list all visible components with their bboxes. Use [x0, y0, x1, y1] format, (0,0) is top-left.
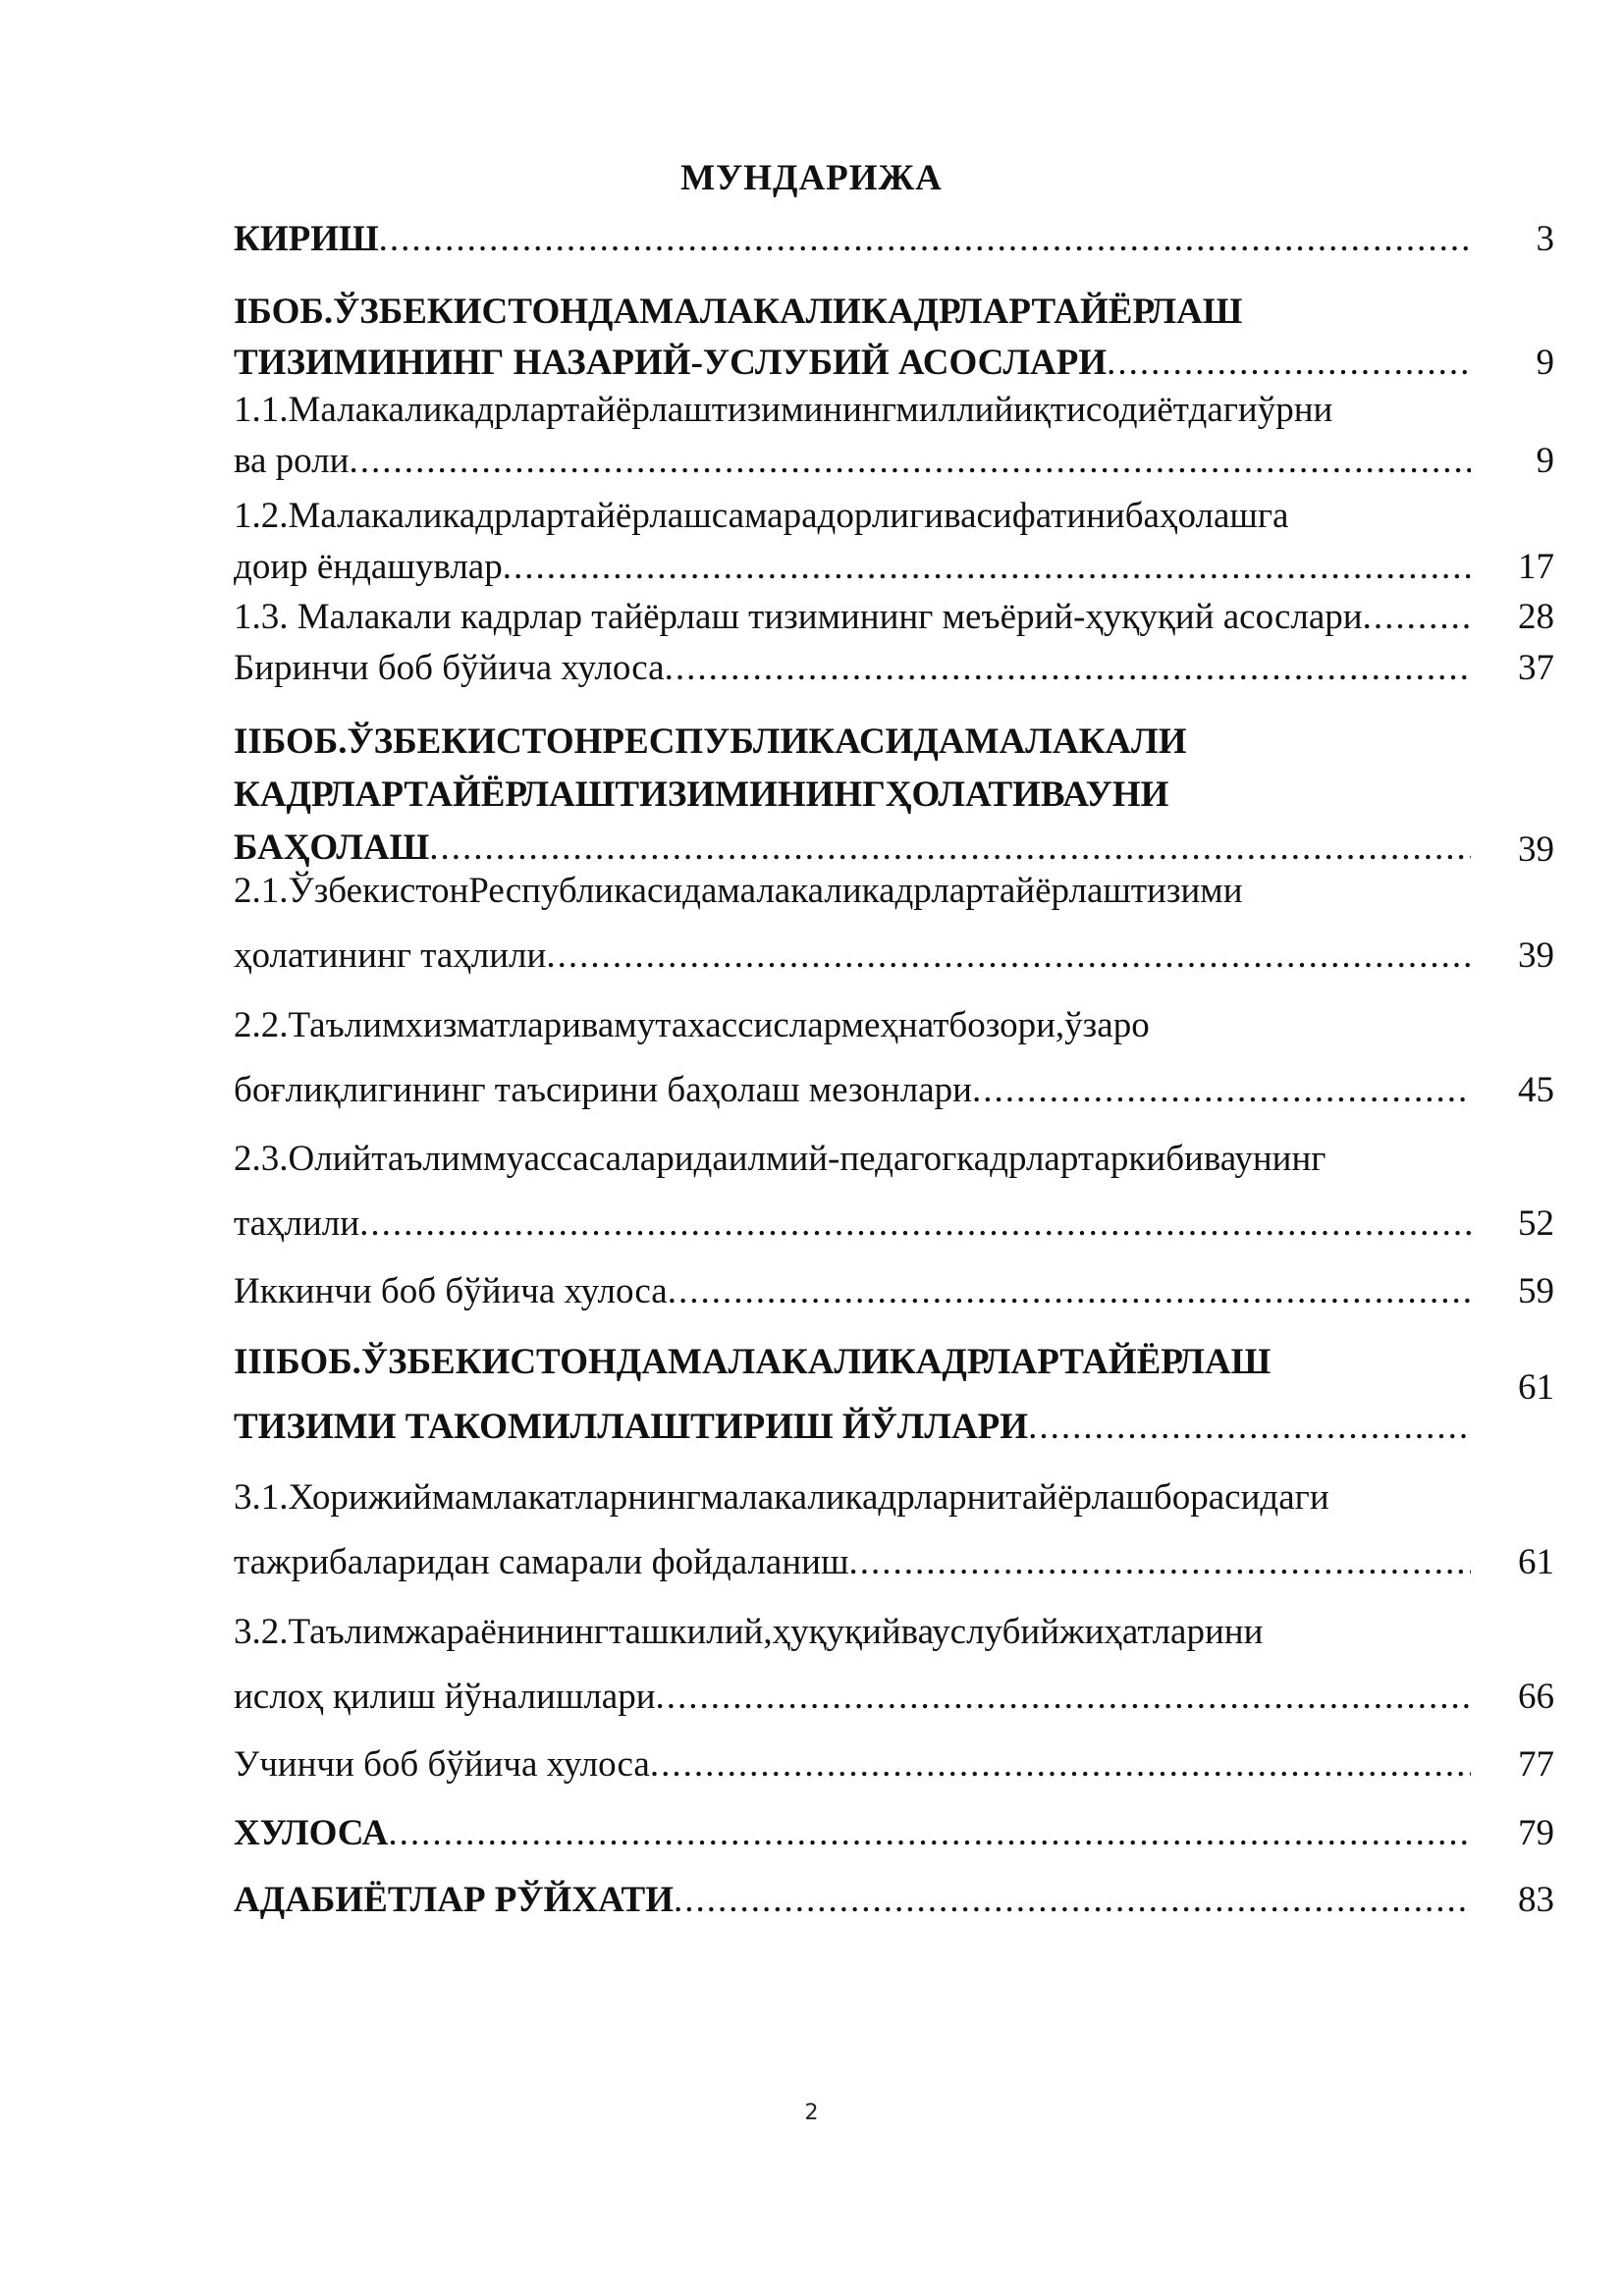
toc-word: КАДРЛАР: [861, 292, 1032, 332]
toc-leader-dots: [1028, 1402, 1471, 1453]
toc-word: III: [234, 1342, 277, 1382]
toc-word: Таълим: [288, 1005, 406, 1045]
toc-word: 2.1.: [234, 871, 289, 911]
toc-entry: [234, 1266, 1554, 1317]
toc-page-number: 3: [1536, 219, 1554, 259]
toc-entry-line: [234, 643, 1471, 694]
toc-word: илмий-педагог: [728, 1139, 957, 1179]
toc-entry-line: [234, 717, 1471, 770]
toc-leader-dots: [848, 1537, 1471, 1588]
toc-leader-dots: [650, 1739, 1471, 1790]
toc-entry-line: [234, 385, 1471, 436]
toc-word: ташкилий,: [608, 1612, 773, 1652]
toc-entry-line: [234, 1337, 1471, 1402]
toc-entry-line: [234, 1875, 1471, 1926]
toc-entry-text: [234, 1472, 1471, 1588]
toc-word: Малакали: [288, 390, 443, 430]
toc-page-number: 9: [1536, 441, 1554, 481]
toc-word: ЎЗБЕКИСТОН: [347, 721, 603, 762]
toc-word: Олий: [288, 1139, 372, 1179]
toc-word: кадрлар: [956, 1139, 1078, 1179]
toc-word: кадрлар: [861, 871, 984, 911]
toc-leader-dots: [359, 1199, 1471, 1250]
toc-entry-label: БАҲОЛАШ: [234, 828, 430, 868]
toc-entry-line: [234, 931, 1471, 982]
toc-entry-line: [234, 1199, 1471, 1250]
toc-page-number: 52: [1518, 1203, 1554, 1244]
toc-word: тайёрлаш: [564, 390, 712, 430]
toc-entry-line: [234, 592, 1471, 643]
toc-word: хизматлари: [405, 1005, 581, 1045]
toc-entry-line: [234, 866, 1471, 931]
toc-entry-line: [234, 214, 1471, 265]
toc-word: Хорижий: [288, 1477, 432, 1518]
toc-word: меҳнат: [840, 1005, 949, 1045]
toc-entry-text: [234, 1875, 1471, 1926]
toc-entry-line: [234, 1266, 1471, 1317]
toc-word: бозори,: [948, 1005, 1065, 1045]
toc-word: Республикасида: [468, 871, 718, 911]
toc-word: самарадорлиги: [711, 496, 945, 536]
toc-word: борасидаги: [1153, 1477, 1329, 1518]
toc-word: кадрлар: [442, 390, 565, 430]
toc-entry-label: АДАБИЁТЛАР РЎЙХАТИ: [234, 1880, 674, 1920]
toc-word: 2.3.: [234, 1139, 289, 1179]
toc-page-number: 9: [1536, 343, 1554, 383]
toc-entry-line: [234, 1065, 1471, 1116]
toc-word: ва: [900, 1612, 933, 1652]
toc-entry-line: [234, 436, 1471, 487]
toc-entry-text: [234, 491, 1471, 593]
toc-page-number: 39: [1518, 935, 1554, 976]
toc-word: унинг: [1234, 1139, 1326, 1179]
toc-entry: [234, 866, 1554, 982]
toc-word: ва: [1203, 1139, 1235, 1179]
toc-entry: [234, 1875, 1554, 1926]
toc-entry-text: [234, 717, 1471, 876]
toc-entry-line: [234, 1402, 1471, 1453]
toc-entry-label: ТИЗИМИ ТАКОМИЛЛАШТИРИШ ЙЎЛЛАРИ: [234, 1407, 1029, 1447]
toc-word: ЎЗБЕКИСТОНДА: [360, 1342, 668, 1382]
toc-word: тизими: [1130, 871, 1243, 911]
toc-word: таркиби: [1077, 1139, 1204, 1179]
toc-page-number: 17: [1518, 547, 1554, 587]
toc-leader-dots: [388, 1808, 1471, 1859]
toc-page-number: 83: [1518, 1880, 1554, 1920]
toc-word: БОБ.: [261, 721, 348, 762]
toc-word: I: [234, 292, 248, 332]
page-footer-number: 2: [804, 2101, 819, 2125]
toc-entry-text: [234, 1808, 1471, 1859]
toc-entry-line: [234, 1134, 1471, 1199]
toc-word: кадрлар: [442, 496, 565, 536]
toc-word: ҳуқуқий: [772, 1612, 901, 1652]
toc-entry-text: [234, 1739, 1471, 1790]
toc-page-number: 59: [1518, 1271, 1554, 1311]
toc-word: 1.2.: [234, 496, 289, 536]
toc-word: ўрни: [1257, 390, 1333, 430]
toc-word: II: [234, 721, 262, 762]
toc-leader-dots: [379, 214, 1471, 265]
toc-entry-label: Иккинчи боб бўйича хулоса: [234, 1271, 668, 1311]
toc-page-number: 77: [1518, 1744, 1554, 1785]
toc-entry-line: [234, 338, 1471, 389]
toc-entry-text: [234, 643, 1471, 694]
toc-entry-label: КИРИШ: [234, 219, 379, 259]
toc-entry-label: Учинчи боб бўйича хулоса: [234, 1744, 650, 1785]
toc-page-number: 61: [1518, 1542, 1554, 1582]
toc-word: малакали: [717, 871, 862, 911]
toc-page-number: 61: [1518, 1367, 1554, 1408]
toc-entry: [234, 1808, 1554, 1859]
toc-word: баҳолашга: [1124, 496, 1289, 536]
toc-word: ТАЙЁРЛАШ: [1031, 292, 1243, 332]
toc-entry-line: [234, 1808, 1471, 1859]
toc-leader-dots: [674, 1875, 1471, 1926]
toc-page-number: 39: [1518, 829, 1554, 870]
toc-word: ТАЙЁРЛАШ: [404, 774, 616, 815]
toc-word: ТАЙЁРЛАШ: [1059, 1342, 1271, 1382]
toc-word: ЎЗБЕКИСТОНДА: [333, 292, 640, 332]
toc-word: ТИЗИМИНИНГ: [615, 774, 886, 815]
toc-entry-label: ислоҳ қилиш йўналишлари: [234, 1677, 656, 1717]
toc-word: РЕСПУБЛИКАСИДА: [602, 721, 965, 762]
toc-entry-label: 1.3. Малакали кадрлар тайёрлаш тизимининг меъёрий-ҳуқуқий асослари: [234, 597, 1363, 637]
toc-entry-text: [234, 1000, 1471, 1116]
toc-leader-dots: [503, 542, 1471, 593]
toc-word: ВА: [1040, 774, 1086, 815]
toc-word: мамлакатларнинг: [431, 1477, 701, 1518]
toc-word: жараёнининг: [405, 1612, 609, 1652]
toc-word: услубий: [932, 1612, 1059, 1652]
toc-word: тизимининг: [711, 390, 896, 430]
toc-leader-dots: [665, 643, 1471, 694]
toc-leader-dots: [1107, 338, 1471, 389]
toc-word: ва: [944, 496, 977, 536]
toc-word: Ўзбекистон: [288, 871, 469, 911]
toc-entry-line: [234, 1472, 1471, 1537]
toc-entry-line: [234, 1607, 1471, 1672]
toc-entry: [234, 491, 1554, 593]
toc-entry-text: [234, 592, 1471, 643]
toc-entry-label: тажрибаларидан самарали фойдаланиш: [234, 1542, 849, 1582]
toc-entry-text: [234, 385, 1471, 487]
toc-word: муассасаларида: [483, 1139, 729, 1179]
toc-word: КАДРЛАР: [889, 1342, 1060, 1382]
toc-entry-text: [234, 214, 1471, 265]
toc-word: тайёрлаш: [983, 871, 1131, 911]
toc-word: 1.1.: [234, 390, 289, 430]
toc-word: УНИ: [1085, 774, 1169, 815]
toc-entry-line: [234, 287, 1471, 338]
toc-entry-label: ТИЗИМИНИНГ НАЗАРИЙ-УСЛУБИЙ АСОСЛАРИ: [234, 343, 1108, 383]
toc-entry-label: ва роли: [234, 441, 350, 481]
toc-entry-text: [234, 287, 1471, 389]
toc-word: КАДРЛАР: [234, 774, 405, 815]
toc-word: Таълим: [288, 1612, 406, 1652]
toc-word: тайёрлаш: [1005, 1477, 1154, 1518]
toc-word: жиҳатларини: [1059, 1612, 1264, 1652]
toc-entry-text: [234, 1607, 1471, 1723]
toc-page-number: 37: [1518, 648, 1554, 688]
toc-leader-dots: [349, 436, 1471, 487]
toc-entry-label: Биринчи боб бўйича хулоса: [234, 648, 665, 688]
toc-entry-text: [234, 1266, 1471, 1317]
toc-page-number: 45: [1518, 1070, 1554, 1110]
toc-entry-line: [234, 542, 1471, 593]
toc-entry: [234, 385, 1554, 487]
toc-entry: [234, 1739, 1554, 1790]
toc-leader-dots: [546, 931, 1471, 982]
toc-entry: [234, 1607, 1554, 1723]
toc-page-number: 79: [1518, 1813, 1554, 1853]
toc-entry: [234, 643, 1554, 694]
toc-entry: [234, 214, 1554, 265]
toc-leader-dots: [668, 1266, 1471, 1317]
toc-entry-line: [234, 1672, 1471, 1723]
toc-leader-dots: [1363, 592, 1471, 643]
toc-entry: [234, 717, 1554, 876]
toc-word: БОБ.: [276, 1342, 361, 1382]
toc-entry-text: [234, 1337, 1471, 1453]
toc-page-number: 66: [1518, 1677, 1554, 1717]
toc-word: таълим: [371, 1139, 484, 1179]
toc-entry-line: [234, 1739, 1471, 1790]
toc-word: МАЛАКАЛИ: [668, 1342, 890, 1382]
toc-word: ҲОЛАТИ: [885, 774, 1041, 815]
toc-word: миллий: [895, 390, 1014, 430]
toc-word: МАЛАКАЛИ: [639, 292, 862, 332]
toc-entry: [234, 1472, 1554, 1588]
toc-entry-label: доир ёндашувлар: [234, 547, 503, 587]
toc-entry: [234, 287, 1554, 389]
toc-word: кадрларни: [844, 1477, 1006, 1518]
toc-word: ва: [580, 1005, 615, 1045]
toc-entry-line: [234, 1537, 1471, 1588]
toc-word: 3.1.: [234, 1477, 289, 1518]
toc-entry: [234, 1000, 1554, 1116]
toc-entry-label: ХУЛОСА: [234, 1813, 389, 1853]
toc-leader-dots: [972, 1065, 1471, 1116]
toc-entry-text: [234, 1134, 1471, 1250]
toc-entry-line: [234, 1000, 1471, 1065]
toc-word: Малакали: [288, 496, 443, 536]
toc-word: тайёрлаш: [564, 496, 712, 536]
toc-entry-line: [234, 770, 1471, 823]
toc-entry-label: таҳлили: [234, 1203, 360, 1244]
toc-entry: [234, 1134, 1554, 1250]
toc-word: 3.2.: [234, 1612, 289, 1652]
toc-page-number: 28: [1518, 597, 1554, 637]
toc-entry: [234, 592, 1554, 643]
toc-word: БОБ.: [247, 292, 334, 332]
toc-word: малакали: [700, 1477, 845, 1518]
toc-entry-text: [234, 866, 1471, 982]
toc-word: ўзаро: [1064, 1005, 1150, 1045]
toc-entry-label: ҳолатининг таҳлили: [234, 935, 547, 976]
toc-entry: [234, 1337, 1554, 1453]
toc-word: иқтисодиётдаги: [1013, 390, 1258, 430]
toc-leader-dots: [656, 1672, 1471, 1723]
toc-entry-label: боғлиқлигининг таъсирини баҳолаш мезонлари: [234, 1070, 972, 1110]
toc-word: 2.2.: [234, 1005, 289, 1045]
toc-word: сифатини: [976, 496, 1125, 536]
toc-word: мутахассислар: [614, 1005, 841, 1045]
toc-entry-line: [234, 491, 1471, 542]
toc-title: МУНДАРИЖА: [680, 158, 943, 198]
toc-word: МАЛАКАЛИ: [964, 721, 1187, 762]
